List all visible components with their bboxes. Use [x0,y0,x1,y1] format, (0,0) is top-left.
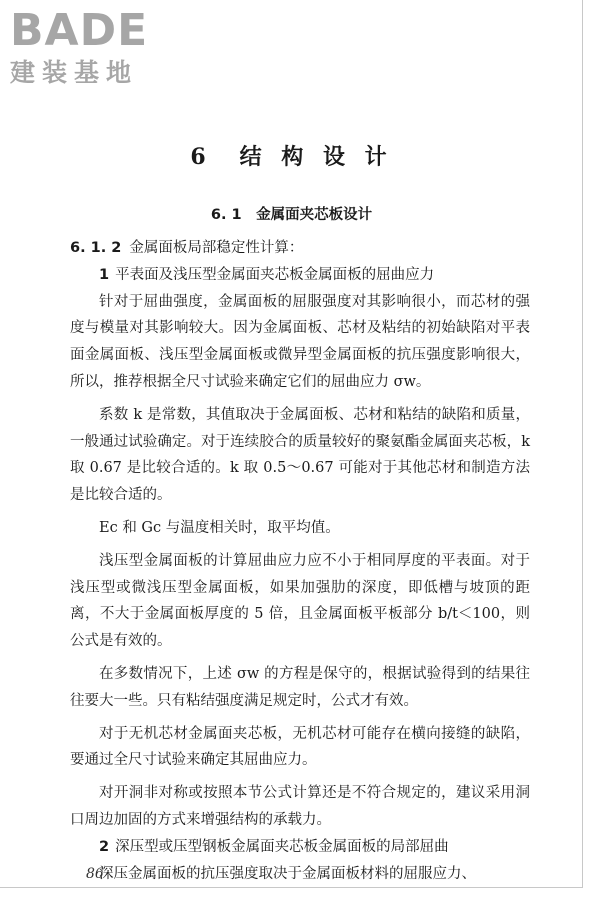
body-text [70,235,530,887]
paragraph: 针对于屈曲强度，金属面板的屈服强度对其影响很小，而芯材的强度与模量对其影响较大。因为金属面板、芯材及粘结的初始缺陷对平表面金属面板、浅压型金属面板或微异型金属面板的抗压强度影响很大，所以，推荐根据全尺寸试验来确定它们的屈曲应力 σw。 [70,293,530,390]
clause-title: 金属面板局部稳定性计算： [129,240,304,256]
chapter-title: 6 结 构 设 计 [190,144,393,170]
paragraph: 浅压型金属面板的计算屈曲应力应不小于相同厚度的平表面。对于浅压型或微浅压型金属面板，如果加强肋的深度，即低槽与坡顶的距离，不大于金属面板厚度的 5 倍，且金属面板平板部分 b/t＜100，则公式是有效的。 [70,552,530,650]
clause-heading [70,235,530,262]
logo [10,6,180,96]
item-heading-2 [70,834,530,861]
item-title: 平表面及浅压型金属面夹芯板金属面板的屈曲应力 [115,266,435,283]
item-number: 2 [99,838,110,855]
logo-subtitle: 建装基地 [10,58,139,87]
clause-number: 6. 1. 2 [70,240,122,256]
item-number: 1 [99,266,110,283]
logo-wordmark: BADE [10,5,149,56]
page-number: 86 [86,866,104,882]
paragraph: 深压金属面板的抗压强度取决于金属面板材料的屈服应力、 [99,865,476,882]
section-title: 6. 1 金属面夹芯板设计 [210,207,373,223]
paragraph: 在多数情况下，上述 σw 的方程是保守的，根据试验得到的结果往往要大一些。只有粘结强度满足规定时，公式才有效。 [70,665,530,709]
item-heading-1 [70,262,530,289]
paragraph: 对于无机芯材金属面夹芯板，无机芯材可能存在横向接缝的缺陷，要通过全尺寸试验来确定其屈曲应力。 [70,725,530,769]
item-title: 深压型或压型钢板金属面夹芯板金属面板的局部屈曲 [115,838,449,855]
paragraph: Ec 和 Gc 与温度相关时，取平均值。 [99,519,340,536]
paragraph: 对开洞非对称或按照本节公式计算还是不符合规定的，建议采用洞口周边加固的方式来增强结构的承载力。 [70,785,530,828]
paragraph: 系数 k 是常数，其值取决于金属面板、芯材和粘结的缺陷和质量，一般通过试验确定。对于连续胶合的质量较好的聚氨酯金属面夹芯板，k 取 0.67 是比较合适的。k 取 0.5～0.67 可能对于其他芯材和制造方法是比较合适的。 [70,406,530,504]
